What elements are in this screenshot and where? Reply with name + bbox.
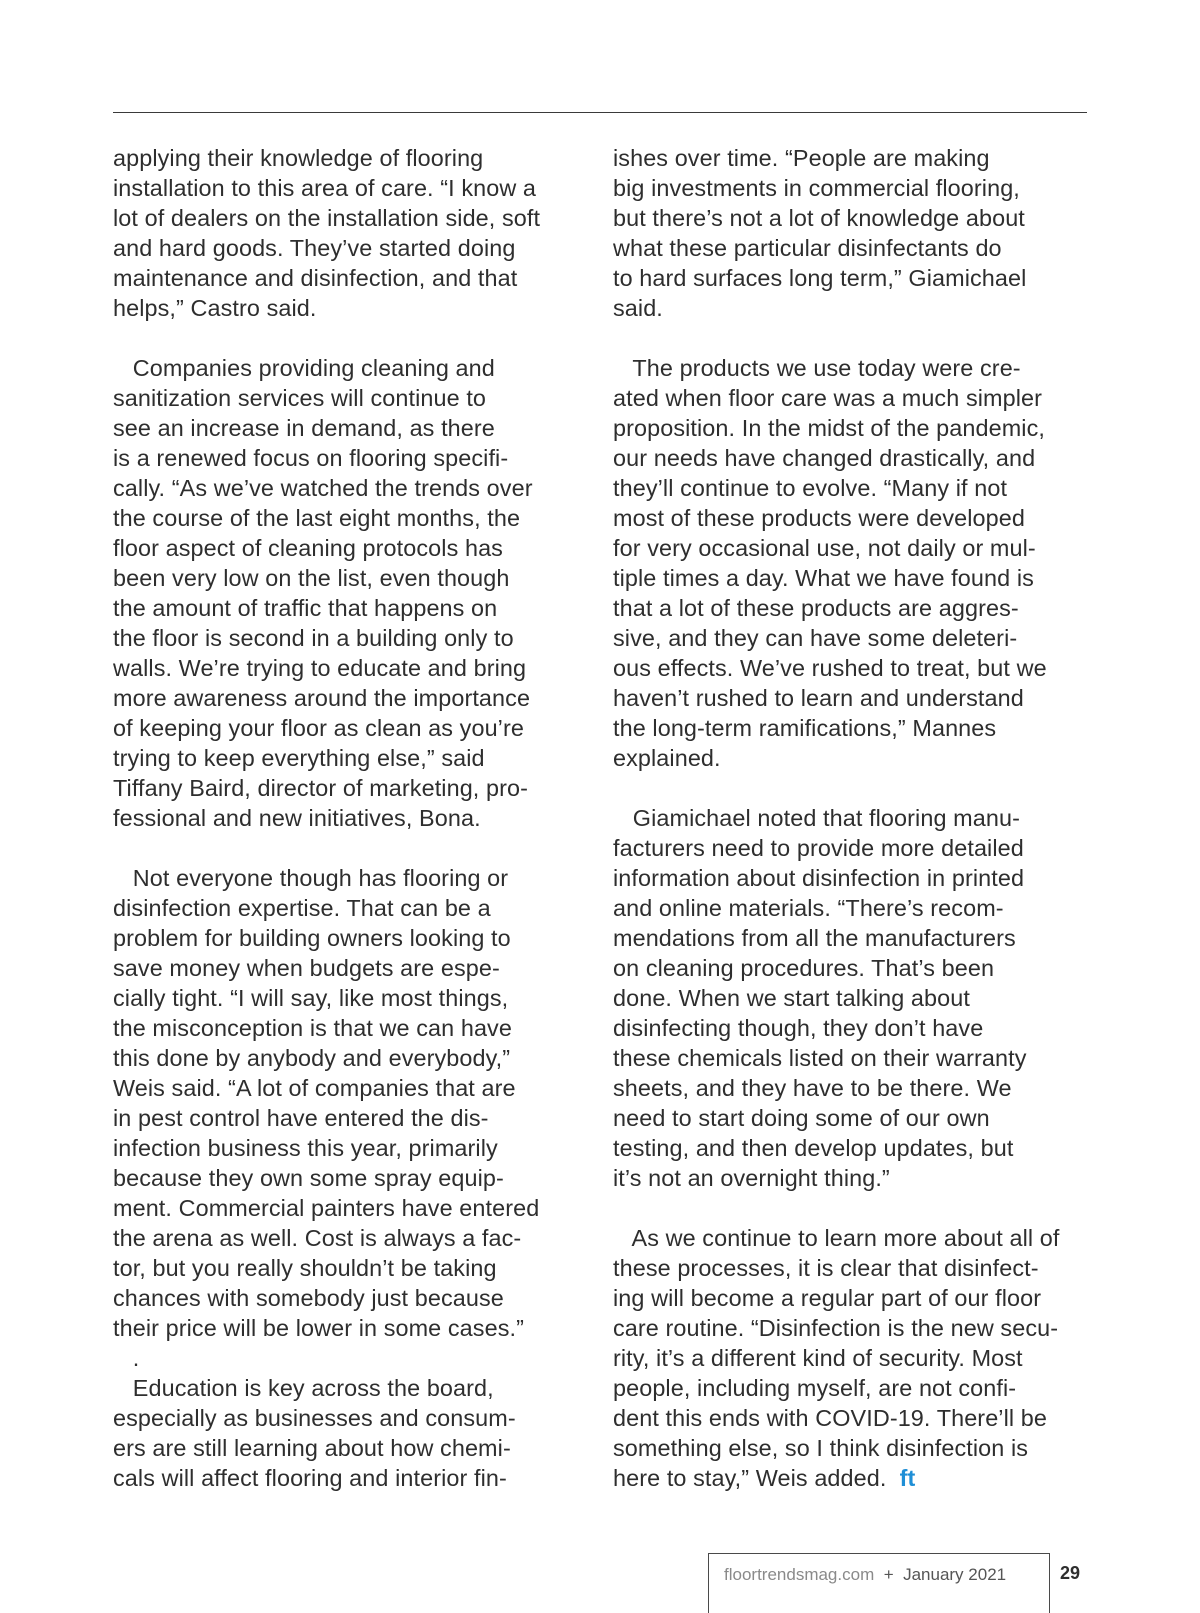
text-line: maintenance and disinfection, and that — [113, 265, 518, 291]
text-line: ers are still learning about how chemi- — [113, 1435, 511, 1461]
text-line: something else, so I think disinfection is — [613, 1435, 1029, 1461]
text-line: especially as businesses and consum- — [113, 1405, 516, 1431]
text-line: in pest control have entered the dis- — [113, 1105, 489, 1131]
text-line: As we continue to learn more about all of — [613, 1225, 1060, 1251]
text-line: problem for building owners looking to — [113, 925, 511, 951]
text-line: sheets, and they have to be there. We — [613, 1075, 1012, 1101]
text-line: tiple times a day. What we have found is — [613, 565, 1034, 591]
text-line — [113, 323, 591, 353]
text-line: chances with somebody just because — [113, 1285, 504, 1311]
text-line: these processes, it is clear that disinfect- — [613, 1255, 1039, 1281]
text-line — [113, 833, 591, 863]
text-line: most of these products were developed — [613, 505, 1025, 531]
text-line: cally. “As we’ve watched the trends over — [113, 475, 533, 501]
text-line: Giamichael noted that flooring manu- — [613, 805, 1020, 831]
text-line: The products we use today were cre- — [613, 355, 1021, 381]
text-line: ment. Commercial painters have entered — [113, 1195, 540, 1221]
text-line: and online materials. “There’s recom- — [613, 895, 1004, 921]
text-line: explained. — [613, 745, 721, 771]
text-line: the arena as well. Cost is always a fac- — [113, 1225, 522, 1251]
text-line: tor, but you really shouldn’t be taking — [113, 1255, 497, 1281]
text-line: here to stay,” Weis added. — [613, 1465, 900, 1491]
text-line: for very occasional use, not daily or mul- — [613, 535, 1036, 561]
text-line: is a renewed focus on flooring specifi- — [113, 445, 509, 471]
text-line: our needs have changed drastically, and — [613, 445, 1036, 471]
text-line: testing, and then develop updates, but — [613, 1135, 1014, 1161]
text-line: been very low on the list, even though — [113, 565, 510, 591]
text-line: . — [113, 1345, 140, 1371]
text-line: applying their knowledge of flooring — [113, 145, 484, 171]
text-line: of keeping your floor as clean as you’re — [113, 715, 524, 741]
text-line: fessional and new initiatives, Bona. — [113, 805, 481, 831]
text-line: said. — [613, 295, 663, 321]
text-line-last — [613, 1463, 1091, 1493]
text-line — [613, 773, 1091, 803]
text-line: the floor is second in a building only to — [113, 625, 514, 651]
article-column-left — [113, 143, 591, 1493]
text-line: done. When we start talking about — [613, 985, 970, 1011]
text-line: dent this ends with COVID-19. There’ll be — [613, 1405, 1048, 1431]
text-line: Companies providing cleaning and — [113, 355, 495, 381]
text-line: it’s not an overnight thing.” — [613, 1165, 890, 1191]
text-line: to hard surfaces long term,” Giamichael — [613, 265, 1027, 291]
text-line: mendations from all the manufacturers — [613, 925, 1016, 951]
footer-folio — [724, 1564, 1006, 1586]
text-line: rity, it’s a different kind of security. Most — [613, 1345, 1023, 1371]
text-line: ous effects. We’ve rushed to treat, but we — [613, 655, 1047, 681]
text-line: walls. We’re trying to educate and bring — [113, 655, 527, 681]
text-line: big investments in commercial flooring, — [613, 175, 1020, 201]
text-line: information about disinfection in printed — [613, 865, 1025, 891]
footer-issue: January 2021 — [903, 1565, 1007, 1584]
text-line: the long-term ramifications,” Mannes — [613, 715, 997, 741]
text-line: because they own some spray equip- — [113, 1165, 504, 1191]
text-line: sive, and they can have some deleteri- — [613, 625, 1018, 651]
text-line: the amount of traffic that happens on — [113, 595, 498, 621]
top-divider — [113, 112, 1087, 113]
text-line: trying to keep everything else,” said — [113, 745, 485, 771]
text-line: they’ll continue to evolve. “Many if not — [613, 475, 1008, 501]
text-line: these chemicals listed on their warranty — [613, 1045, 1027, 1071]
text-line: the course of the last eight months, the — [113, 505, 521, 531]
footer-separator: + — [883, 1565, 894, 1584]
text-line — [613, 1193, 1091, 1223]
text-line: installation to this area of care. “I know a — [113, 175, 537, 201]
text-line: save money when budgets are espe- — [113, 955, 500, 981]
text-line: ing will become a regular part of our floor — [613, 1285, 1042, 1311]
text-line: Not everyone though has flooring or — [113, 865, 509, 891]
text-line — [613, 323, 1091, 353]
text-line: sanitization services will continue to — [113, 385, 487, 411]
text-line: lot of dealers on the installation side, soft — [113, 205, 541, 231]
text-line: but there’s not a lot of knowledge about — [613, 205, 1025, 231]
text-line: infection business this year, primarily — [113, 1135, 498, 1161]
text-line: need to start doing some of our own — [613, 1105, 990, 1131]
text-line: facturers need to provide more detailed — [613, 835, 1024, 861]
text-line: proposition. In the midst of the pandemic, — [613, 415, 1045, 441]
text-line: and hard goods. They’ve started doing — [113, 235, 516, 261]
text-line: the misconception is that we can have — [113, 1015, 512, 1041]
text-line: on cleaning procedures. That’s been — [613, 955, 995, 981]
text-line: cially tight. “I will say, like most things, — [113, 985, 509, 1011]
text-line: what these particular disinfectants do — [613, 235, 1002, 261]
footer-site[interactable]: floortrendsmag.com — [724, 1565, 875, 1584]
text-line: haven’t rushed to learn and understand — [613, 685, 1024, 711]
text-line: disinfection expertise. That can be a — [113, 895, 491, 921]
end-mark: ft — [899, 1465, 916, 1491]
text-line: their price will be lower in some cases.” — [113, 1315, 524, 1341]
text-line: Education is key across the board, — [113, 1375, 494, 1401]
text-line: Weis said. “A lot of companies that are — [113, 1075, 516, 1101]
text-line: ated when floor care was a much simpler — [613, 385, 1043, 411]
text-line: this done by anybody and everybody,” — [113, 1045, 511, 1071]
page-number: 29 — [1060, 1563, 1081, 1583]
text-line: more awareness around the importance — [113, 685, 531, 711]
text-line: disinfecting though, they don’t have — [613, 1015, 984, 1041]
text-line: Tiffany Baird, director of marketing, pro- — [113, 775, 528, 801]
text-line: ishes over time. “People are making — [613, 145, 990, 171]
text-line: floor aspect of cleaning protocols has — [113, 535, 503, 561]
text-line: care routine. “Disinfection is the new secu- — [613, 1315, 1059, 1341]
text-line: people, including myself, are not confi- — [613, 1375, 1017, 1401]
text-line: that a lot of these products are aggres- — [613, 595, 1019, 621]
text-line: cals will affect flooring and interior fin- — [113, 1465, 507, 1491]
text-line: helps,” Castro said. — [113, 295, 317, 321]
text-line: see an increase in demand, as there — [113, 415, 495, 441]
article-column-right — [613, 143, 1091, 1493]
